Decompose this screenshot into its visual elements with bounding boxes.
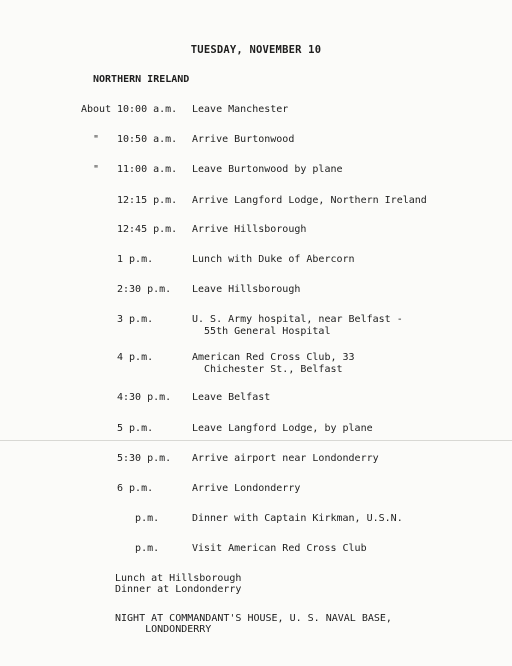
schedule-event: Arrive Hillsborough — [192, 224, 307, 235]
schedule-time: 4:30 p.m. — [117, 392, 172, 403]
schedule-event: U. S. Army hospital, near Belfast - 55th General Hospital — [192, 314, 403, 337]
schedule-time: 3 p.m. — [117, 314, 154, 325]
schedule-time: 5:30 p.m. — [117, 453, 172, 464]
page-fold-line — [0, 440, 512, 441]
page-title: TUESDAY, NOVEMBER 10 — [190, 44, 322, 56]
schedule-prefix: " — [93, 134, 100, 145]
schedule-time: 10:00 a.m. — [117, 104, 178, 115]
schedule-prefix: About — [81, 104, 112, 115]
schedule-event: Arrive airport near Londonderry — [192, 453, 379, 464]
schedule-time: 1 p.m. — [117, 254, 154, 265]
schedule-event: Leave Burtonwood by plane — [192, 164, 343, 175]
schedule-time: 2:30 p.m. — [117, 284, 172, 295]
meals-note: Lunch at Hillsborough Dinner at Londonderry — [115, 573, 242, 595]
schedule-event: Visit American Red Cross Club — [192, 543, 367, 554]
schedule-time: 5 p.m. — [117, 423, 154, 434]
schedule-time: 12:45 p.m. — [117, 224, 178, 235]
schedule-event: Leave Hillsborough — [192, 284, 301, 295]
schedule-time: p.m. — [117, 543, 160, 554]
schedule-event: Leave Langford Lodge, by plane — [192, 423, 373, 434]
schedule-event: Leave Belfast — [192, 392, 271, 403]
schedule-prefix: " — [93, 164, 100, 175]
schedule-time: 11:00 a.m. — [117, 164, 178, 175]
schedule-time: 6 p.m. — [117, 483, 154, 494]
schedule-time: 4 p.m. — [117, 352, 154, 363]
schedule-event: Dinner with Captain Kirkman, U.S.N. — [192, 513, 403, 524]
schedule-event: Arrive Londonderry — [192, 483, 301, 494]
schedule-time: 12:15 p.m. — [117, 195, 178, 206]
schedule-event: Leave Manchester — [192, 104, 289, 115]
schedule-event: Arrive Langford Lodge, Northern Ireland — [192, 195, 427, 206]
schedule-event: American Red Cross Club, 33 Chichester St., Belfast — [192, 352, 355, 375]
region-heading: NORTHERN IRELAND — [93, 74, 190, 85]
night-lodging-note: NIGHT AT COMMANDANT'S HOUSE, U. S. NAVAL BASE, LONDONDERRY — [115, 613, 392, 635]
schedule-time: 10:50 a.m. — [117, 134, 178, 145]
schedule-time: p.m. — [117, 513, 160, 524]
schedule-event: Arrive Burtonwood — [192, 134, 295, 145]
schedule-event: Lunch with Duke of Abercorn — [192, 254, 355, 265]
